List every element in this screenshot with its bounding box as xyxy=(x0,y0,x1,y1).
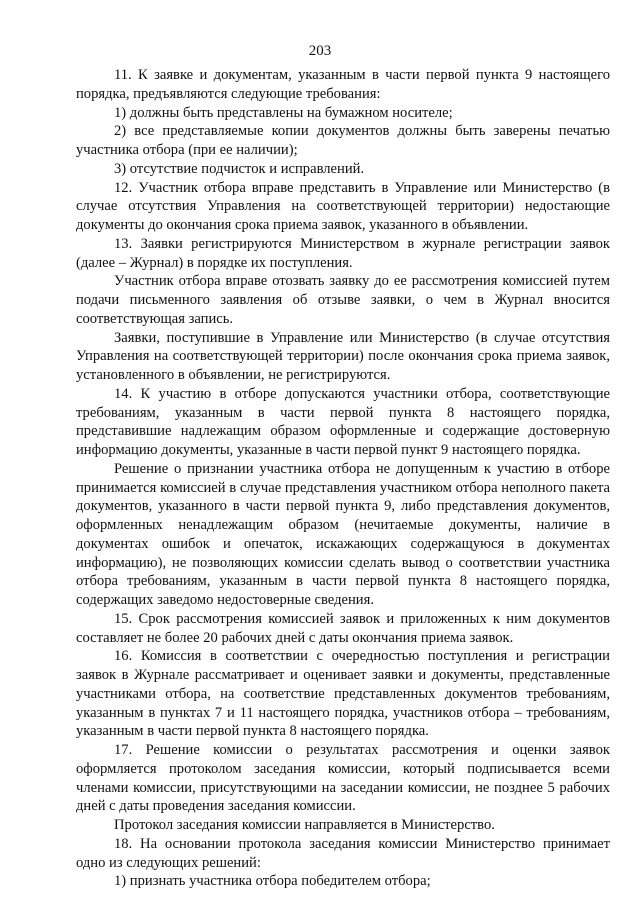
paragraph-18: 18. На основании протокола заседания комиссии Министерство принимает одно из следующих решений: xyxy=(76,835,610,871)
paragraph-15: 15. Срок рассмотрения комиссией заявок и приложенных к ним документов составляет не более 20 рабочих дней с даты окончания приема заявок. xyxy=(76,610,610,646)
paragraph-11-requirements: 11. К заявке и документам, указанным в части первой пункта 9 настоящего порядка, предъявляются следующие требования: xyxy=(76,67,610,102)
document-body xyxy=(76,66,610,891)
paragraph-16: 16. Комиссия в соответствии с очередностью поступления и регистрации заявок в Журнале рассматривает и оценивает заявки и документы, представленные участниками отбора, на соответствие представленных документов требованиям, указанным в пунктах 7 и 11 настоящего порядка, участников отбора – требованиям, указанным в части первой пункта 8 настоящего порядка. xyxy=(76,648,610,740)
paragraph-17-protocol: Протокол заседания комиссии направляется в Министерство. xyxy=(114,817,495,833)
paragraph-11-item-1: 1) должны быть представлены на бумажном носителе; xyxy=(114,104,453,121)
paragraph-14: 14. К участию в отборе допускаются участники отбора, соответствующие требованиям, указанным в части первой пункта 8 настоящего порядка, представившие надлежащим образом оформленные и содержащие достоверную информацию документы, указанные в части первой пункт 9 настоящего порядка. xyxy=(76,385,610,458)
paragraph-13: 13. Заявки регистрируются Министерством в журнале регистрации заявок (далее – Журнал) в порядке их поступления. xyxy=(76,235,610,271)
paragraph-12: 12. Участник отбора вправе представить в Управление или Министерство (в случае отсутствия Управления на соответствующей территории) недостающие документы до окончания срока приема заявок, указанного в объявлении. xyxy=(76,179,610,233)
paragraph-18-item-1: 1) признать участника отбора победителем отбора; xyxy=(114,873,431,890)
page-number: 203 xyxy=(308,43,332,59)
paragraph-11-item-3: 3) отсутствие подчисток и исправлений. xyxy=(114,160,365,177)
paragraph-13-withdrawal: Участник отбора вправе отозвать заявку до ее рассмотрения комиссией путем подачи письменного заявления об отзыве заявки, о чем в Журнал вносится соответствующая запись. xyxy=(76,273,610,327)
paragraph-17: 17. Решение комиссии о результатах рассмотрения и оценки заявок оформляется протоколом заседания комиссии, который подписывается всеми членами комиссии, присутствующими на заседании комиссии, не позднее 5 рабочих дней с даты проведения заседания комиссии. xyxy=(76,742,610,815)
paragraph-14-rejection: Решение о признании участника отбора не допущенным к участию в отборе принимается комиссией в случае представления участником отбора неполного пакета документов, указанного в части первой пункта 9, либо представления документов, оформленных ненадлежащим образом (нечитаемые документы, наличие в документах ошибок и опечаток, искажающих содержащуюся в документах информацию), не позволяющих комиссии сделать вывод о соответствии участника отбора требованиям, указанным в части первой пункта 8 настоящего порядка, содержащих заведомо недостоверные сведения. xyxy=(76,460,610,608)
paragraph-11-item-2: 2) все представляемые копии документов должны быть заверены печатью участника отбора (при ее наличии); xyxy=(76,123,610,158)
paragraph-13-late-applications: Заявки, поступившие в Управление или Министерство (в случае отсутствия Управления на соответствующей территории) после окончания срока приема заявок, установленного в объявлении, не регистрируются. xyxy=(76,329,610,383)
